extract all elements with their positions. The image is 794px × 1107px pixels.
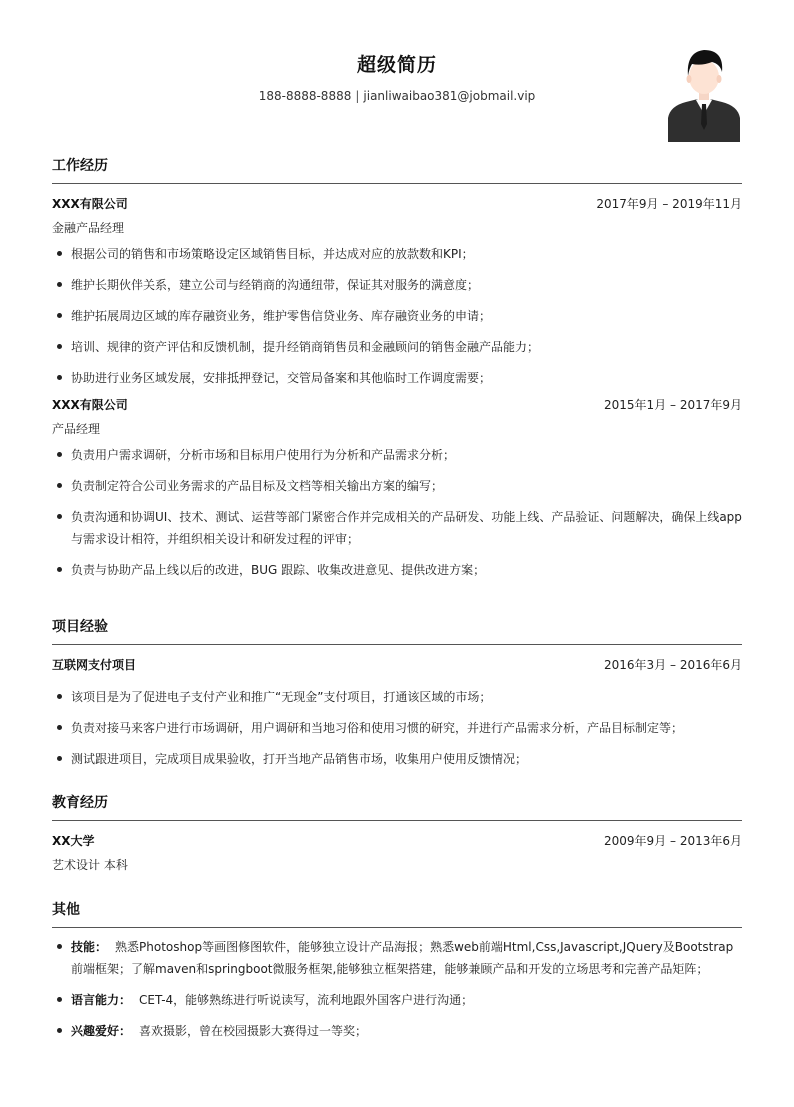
job-duties — [52, 444, 742, 581]
other-list — [52, 936, 742, 1042]
list-item: 负责沟通和协调UI、技术、测试、运营等部门紧密合作并完成相关的产品研发、功能上线、产品验证、问题解决，确保上线app与需求设计相符，并组织相关设计和研发过程的评审； — [52, 506, 742, 550]
item-label: 技能： — [71, 940, 108, 954]
list-item: 测试跟进项目，完成项目成果验收，打开当地产品销售市场，收集用户使用反馈情况； — [52, 748, 742, 770]
job-period: 2017年9月 – 2019年11月 — [596, 197, 742, 211]
list-item — [52, 1020, 742, 1042]
school-name: XX大学 — [52, 834, 95, 848]
section-title: 其他 — [52, 902, 80, 918]
other-section — [52, 899, 742, 1042]
list-item: 协助进行业务区域发展，安排抵押登记，交管局备案和其他临时工作调度需要； — [52, 367, 742, 389]
avatar-face — [689, 60, 719, 94]
education-section — [52, 792, 742, 875]
item-label: 语言能力： — [71, 993, 132, 1007]
education-header — [52, 831, 742, 851]
project-name: 互联网支付项目 — [52, 658, 137, 672]
job-header — [52, 194, 742, 214]
list-item: 负责用户需求调研，分析市场和目标用户使用行为分析和产品需求分析； — [52, 444, 742, 466]
avatar — [668, 44, 740, 142]
projects-section — [52, 616, 742, 770]
email: jianliwaibao381@jobmail.vip — [363, 89, 536, 103]
job-role: 金融产品经理 — [52, 221, 125, 235]
project-header — [52, 655, 742, 675]
item-label: 兴趣爱好： — [71, 1024, 132, 1038]
job-period: 2015年1月 – 2017年9月 — [604, 398, 742, 412]
phone: 188-8888-8888 — [258, 89, 352, 103]
company-name: XXX有限公司 — [52, 197, 128, 211]
resume-name: 超级简历 — [356, 54, 437, 76]
list-item: 负责制定符合公司业务需求的产品目标及文档等相关输出方案的编写； — [52, 475, 742, 497]
item-text: CET-4，能够熟练进行听说读写，流利地跟外国客户进行沟通； — [139, 993, 474, 1007]
job-duties — [52, 243, 742, 389]
item-text: 熟悉Photoshop等画图修图软件，能够独立设计产品海报；熟悉web前端Html,Css,Javascript,JQuery及Bootstrap前端框架；了解maven和springboot微服务框架,能够独立框架搭建，能够兼顾产品和开发的立场思考和完善产品矩阵； — [71, 940, 734, 976]
education-period: 2009年9月 – 2013年6月 — [604, 834, 742, 848]
education-major: 艺术设计 本科 — [52, 858, 128, 872]
list-item — [52, 989, 742, 1011]
job-role: 产品经理 — [52, 422, 101, 436]
company-name: XXX有限公司 — [52, 398, 128, 412]
section-title: 教育经历 — [52, 795, 108, 811]
resume-header — [0, 0, 794, 150]
project-duties — [52, 686, 742, 770]
section-title: 工作经历 — [52, 158, 108, 174]
list-item — [52, 936, 742, 980]
item-text: 喜欢摄影，曾在校园摄影大赛得过一等奖； — [139, 1024, 368, 1038]
project-period: 2016年3月 – 2016年6月 — [604, 658, 742, 672]
section-divider — [52, 927, 742, 928]
section-title: 项目经验 — [52, 619, 108, 635]
job-header — [52, 395, 742, 415]
list-item: 维护长期伙伴关系，建立公司与经销商的沟通纽带，保证其对服务的满意度； — [52, 274, 742, 296]
list-item: 培训、规律的资产评估和反馈机制，提升经销商销售员和金融顾问的销售金融产品能力； — [52, 336, 742, 358]
list-item: 根据公司的销售和市场策略设定区域销售目标，并达成对应的放款数和KPI； — [52, 243, 742, 265]
contact-separator: | — [355, 89, 360, 103]
list-item: 维护拓展周边区域的库存融资业务，维护零售信贷业务、库存融资业务的申请； — [52, 305, 742, 327]
list-item: 负责对接马来客户进行市场调研，用户调研和当地习俗和使用习惯的研究，并进行产品需求分析，产品目标制定等； — [52, 717, 742, 739]
list-item: 该项目是为了促进电子支付产业和推广“无现金”支付项目，打通该区域的市场； — [52, 686, 742, 708]
list-item: 负责与协助产品上线以后的改进，BUG 跟踪、收集改进意见、提供改进方案； — [52, 559, 742, 581]
work-section — [52, 155, 742, 581]
